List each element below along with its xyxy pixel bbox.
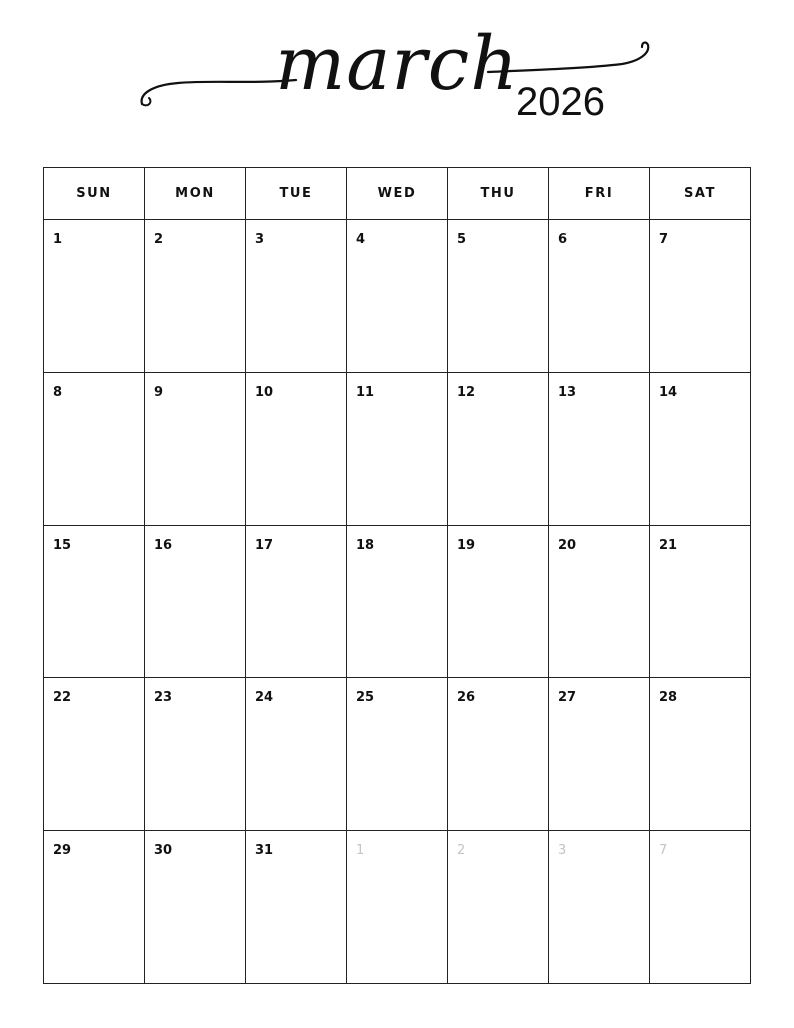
- day-number: 29: [53, 843, 72, 859]
- day-cell: [44, 526, 145, 678]
- week-row: [44, 373, 750, 526]
- day-cell: [347, 373, 448, 525]
- day-cell: [44, 373, 145, 525]
- day-cell: [44, 678, 145, 830]
- day-cell: [44, 220, 145, 372]
- week-row: [44, 526, 750, 679]
- day-cell: [650, 373, 750, 525]
- day-cell: [549, 373, 650, 525]
- day-cell: [145, 831, 246, 983]
- day-cell: [246, 678, 347, 830]
- day-number: 15: [53, 537, 72, 553]
- day-cell: [448, 373, 549, 525]
- day-number: 3: [558, 843, 567, 859]
- calendar-grid: [43, 167, 751, 984]
- week-row: [44, 831, 750, 983]
- day-cell: [650, 220, 750, 372]
- day-number: 13: [558, 384, 577, 400]
- day-cell: [347, 220, 448, 372]
- day-number: 12: [457, 384, 476, 400]
- day-number: 25: [356, 690, 375, 706]
- week-row: [44, 220, 750, 373]
- day-number: 19: [457, 537, 476, 553]
- day-number: 1: [53, 232, 63, 247]
- day-cell: [549, 526, 650, 678]
- day-cell: [448, 526, 549, 678]
- calendar-header: [0, 0, 794, 160]
- day-cell-next-month: [448, 831, 549, 983]
- day-number: 22: [53, 690, 72, 706]
- day-number: 24: [255, 690, 274, 706]
- weekday-wed: WED: [347, 168, 448, 219]
- day-cell-next-month: [347, 831, 448, 983]
- day-number: 8: [53, 384, 63, 400]
- day-cell: [650, 526, 750, 678]
- day-cell: [145, 678, 246, 830]
- day-cell-next-month: [549, 831, 650, 983]
- day-number: 30: [154, 843, 173, 859]
- day-number: 9: [154, 384, 164, 400]
- day-cell: [246, 373, 347, 525]
- day-number: 2: [154, 232, 164, 247]
- weekday-mon: MON: [145, 168, 246, 219]
- day-cell: [145, 526, 246, 678]
- day-cell: [549, 678, 650, 830]
- weekday-header-row: [44, 168, 750, 220]
- day-cell: [448, 220, 549, 372]
- day-number: 28: [659, 690, 678, 706]
- weeks-container: [44, 220, 750, 983]
- day-cell: [650, 678, 750, 830]
- day-number: 16: [154, 537, 173, 553]
- day-cell: [246, 526, 347, 678]
- weekday-thu: THU: [448, 168, 549, 219]
- day-number: 18: [356, 537, 375, 553]
- day-number: 20: [558, 537, 577, 553]
- day-number: 17: [255, 537, 274, 553]
- day-cell: [448, 678, 549, 830]
- weekday-sun: SUN: [44, 168, 145, 219]
- week-row: [44, 678, 750, 831]
- weekday-fri: FRI: [549, 168, 650, 219]
- day-cell: [44, 831, 145, 983]
- year-label: 2026: [516, 80, 605, 124]
- day-number: 5: [457, 232, 467, 247]
- day-cell: [347, 678, 448, 830]
- day-number: 27: [558, 690, 577, 706]
- day-number: 6: [558, 232, 568, 247]
- day-number: 21: [659, 537, 678, 553]
- day-cell: [549, 220, 650, 372]
- day-cell: [145, 373, 246, 525]
- day-number: 2: [457, 843, 466, 859]
- weekday-sat: SAT: [683, 186, 717, 201]
- weekday-tue: TUE: [246, 168, 347, 219]
- day-number: 4: [356, 232, 366, 247]
- day-number: 3: [255, 232, 265, 247]
- month-title: march: [275, 21, 519, 107]
- day-number: 11: [356, 384, 375, 400]
- day-cell: [246, 831, 347, 983]
- day-cell: [246, 220, 347, 372]
- day-number: 7: [659, 843, 668, 859]
- day-cell: [145, 220, 246, 372]
- day-number: 7: [659, 232, 669, 247]
- day-number: 26: [457, 690, 476, 706]
- day-number: 1: [356, 843, 365, 859]
- day-cell-next-month: [650, 831, 750, 983]
- day-number: 10: [255, 384, 274, 400]
- day-number: 14: [659, 384, 678, 400]
- day-number: 31: [255, 843, 274, 859]
- day-number: 23: [154, 690, 173, 706]
- day-cell: [347, 526, 448, 678]
